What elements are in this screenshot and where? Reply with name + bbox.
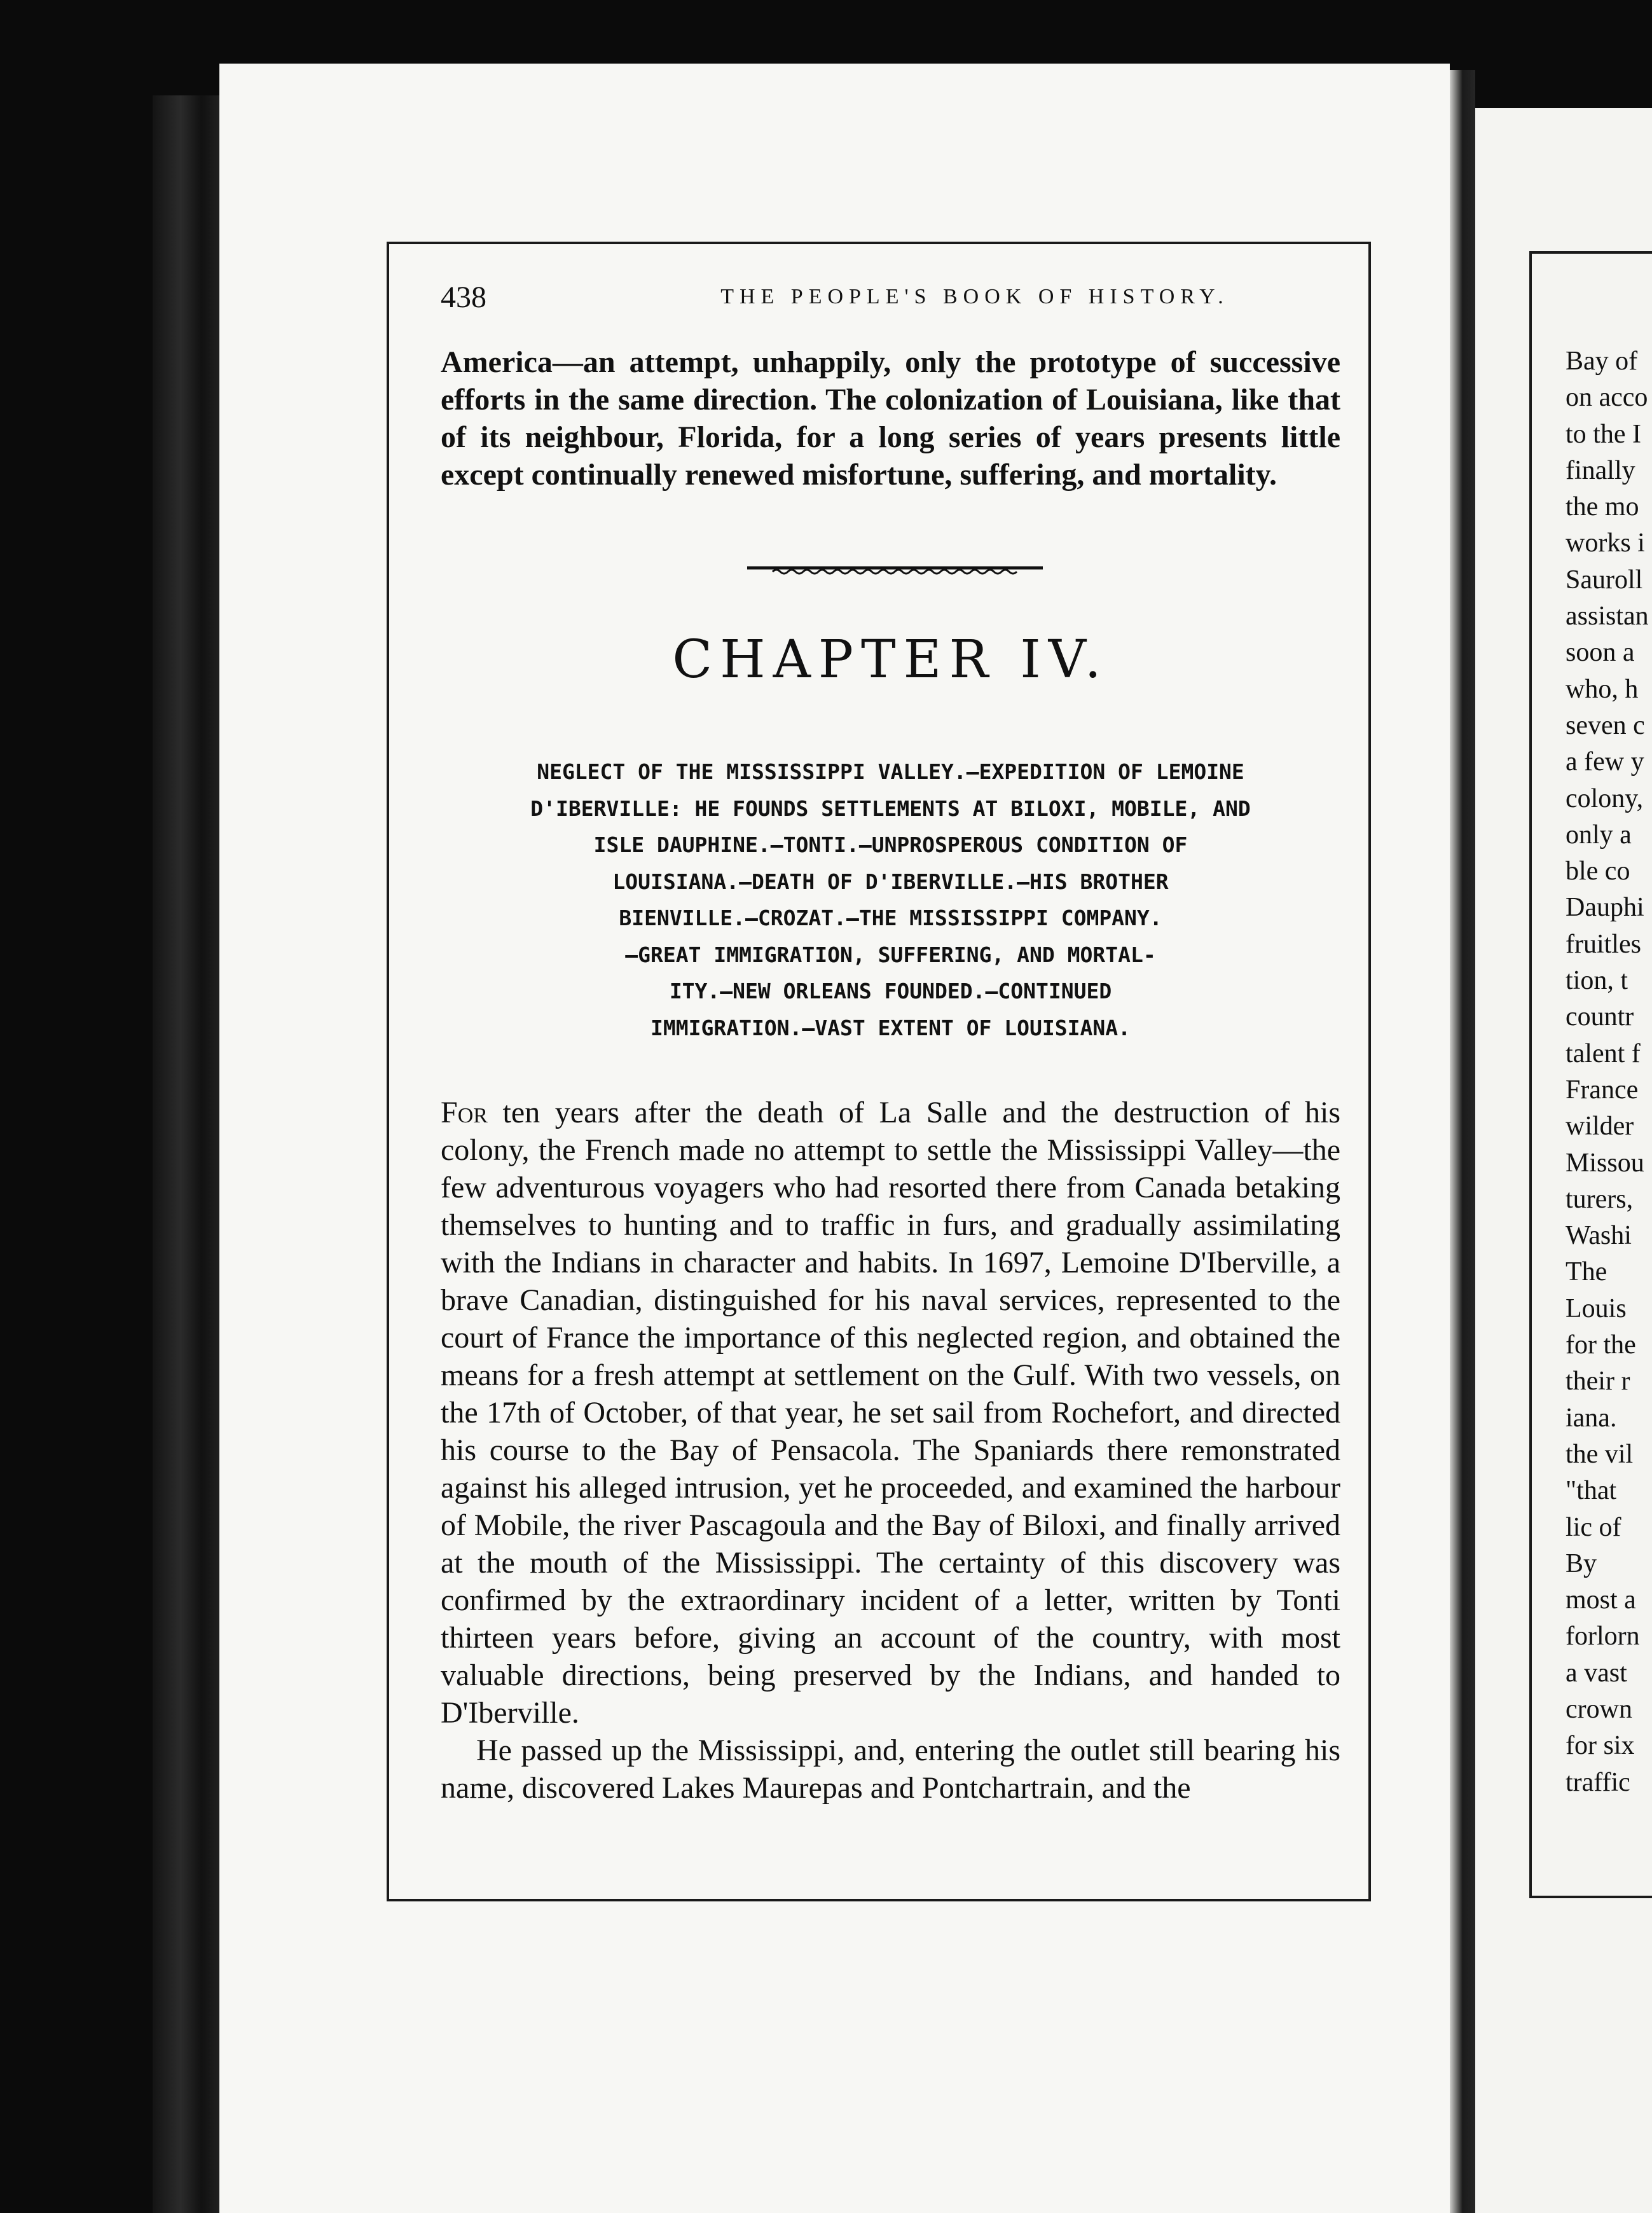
chapter-summary — [441, 754, 1340, 1046]
facing-page-line: for six — [1566, 1731, 1635, 1761]
facing-page-line: the mo — [1566, 492, 1639, 522]
facing-page-line: assistan — [1566, 602, 1649, 631]
ornamental-rule — [747, 566, 1043, 575]
facing-page-line: lic of — [1566, 1512, 1621, 1542]
paragraph-text: ten years after the death of La Salle and the destruction of his colony, the French made no attempt to settle the Mississippi Valley—the few adventurous voyagers who had resorted there from Canada betaking themselves to hunting and to traffic in furs, and gradually assimilating with the Indians in character and habits. In 1697, Lemoine D'Iberville, a brave Canadian, distinguished for his naval services, represented to the court of France the importance of this neglected region, and obtained the means for a fresh attempt at settlement on the Gulf. With two vessels, on the 17th of October, of that year, he set sail from Rochefort, and directed his course to the Bay of Pensacola. The Spaniards there remonstrated against his alleged intrusion, yet he proceeded, and examined the harbour of Mobile, the river Pascagoula and the Bay of Biloxi, and finally arrived at the mouth of the Mississippi. The certainty of this discovery was confirmed by the extraordinary incident of a letter, written by Tonti thirteen years before, giving an account of the country, with most valuable directions, being preserved by the Indians, and handed to D'Iberville. — [441, 1096, 1340, 1730]
carryover-text: America—an attempt, unhappily, only the prototype of successive efforts in the same direction. The colonization of Louisiana, like that of its neighbour, Florida, for a long series of years presents little except continually renewed misfortune, suffering, and mortality. — [441, 345, 1340, 492]
facing-page-line: turers, — [1566, 1184, 1634, 1214]
facing-page-line: "that — [1566, 1476, 1617, 1506]
running-title: THE PEOPLE'S BOOK OF HISTORY. — [720, 285, 1229, 308]
running-head — [441, 280, 1337, 324]
facing-page-line: their r — [1566, 1367, 1630, 1396]
facing-page-line: a vast — [1566, 1658, 1627, 1688]
facing-page-line: Missou — [1566, 1148, 1644, 1178]
facing-page-line: fruitles — [1566, 929, 1641, 959]
lead-word: For — [441, 1096, 488, 1129]
facing-page-line: Washi — [1566, 1221, 1632, 1251]
facing-page-line: countr — [1566, 1002, 1634, 1032]
summary-line: —GREAT IMMIGRATION, SUFFERING, AND MORTAL- — [625, 942, 1156, 967]
facing-page-line: to the I — [1566, 419, 1641, 449]
facing-page-line: most a — [1566, 1585, 1636, 1615]
page-number: 438 — [441, 280, 486, 314]
page-gutter — [1450, 70, 1475, 2213]
facing-page-line: By — [1566, 1548, 1597, 1578]
summary-line: LOUISIANA.—DEATH OF D'IBERVILLE.—HIS BROTHER — [612, 869, 1169, 894]
facing-page-line: talent f — [1566, 1038, 1641, 1068]
facing-page-line: colony, — [1566, 783, 1644, 813]
summary-line: NEGLECT OF THE MISSISSIPPI VALLEY.—EXPEDITION OF LEMOINE — [537, 759, 1244, 784]
summary-line: ISLE DAUPHINE.—TONTI.—UNPROSPEROUS CONDITION OF — [593, 832, 1188, 857]
facing-page-line: on acco — [1566, 383, 1648, 413]
facing-page-line: the vil — [1566, 1439, 1634, 1469]
facing-page-line: Bay of — [1566, 347, 1638, 376]
facing-page-line: finally — [1566, 455, 1635, 485]
facing-page-line: seven c — [1566, 710, 1645, 740]
facing-page-line: who, h — [1566, 674, 1639, 704]
facing-page-line: Sauroll — [1566, 565, 1643, 595]
body-paragraph: He passed up the Mississippi, and, entering the outlet still bearing his name, discovered Lakes Maurepas and Pontchartrain, and the — [441, 1734, 1340, 1805]
facing-page-line: The — [1566, 1257, 1607, 1287]
summary-line: D'IBERVILLE: HE FOUNDS SETTLEMENTS AT BILOXI, MOBILE, AND — [530, 796, 1251, 821]
chapter-body — [441, 1094, 1340, 1807]
book-spine — [153, 95, 223, 2213]
facing-page-line: forlorn — [1566, 1622, 1640, 1651]
summary-line: IMMIGRATION.—VAST EXTENT OF LOUISIANA. — [650, 1015, 1131, 1040]
facing-page-line: wilder — [1566, 1112, 1634, 1141]
facing-page-line: ble co — [1566, 857, 1630, 886]
body-paragraph — [441, 1094, 1340, 1732]
facing-page-text — [1566, 343, 1652, 1801]
carryover-paragraph — [441, 343, 1340, 493]
summary-line: ITY.—NEW ORLEANS FOUNDED.—CONTINUED — [669, 979, 1112, 1003]
facing-page-line: a few y — [1566, 747, 1644, 777]
facing-page-line: iana. — [1566, 1403, 1617, 1433]
facing-page-line: France — [1566, 1075, 1639, 1105]
summary-line: BIENVILLE.—CROZAT.—THE MISSISSIPPI COMPANY. — [619, 906, 1162, 930]
facing-page-line: tion, t — [1566, 966, 1628, 996]
facing-page-line: traffic — [1566, 1767, 1630, 1797]
chapter-title: CHAPTER IV. — [672, 630, 1109, 690]
facing-page-line: works i — [1566, 528, 1645, 558]
facing-page-line: for the — [1566, 1330, 1636, 1360]
facing-page-line: crown — [1566, 1694, 1632, 1724]
facing-page-line: only a — [1566, 820, 1632, 850]
facing-page-line: Louis — [1566, 1293, 1627, 1323]
facing-page-line: soon a — [1566, 638, 1635, 668]
facing-page-line: Dauphi — [1566, 893, 1644, 923]
